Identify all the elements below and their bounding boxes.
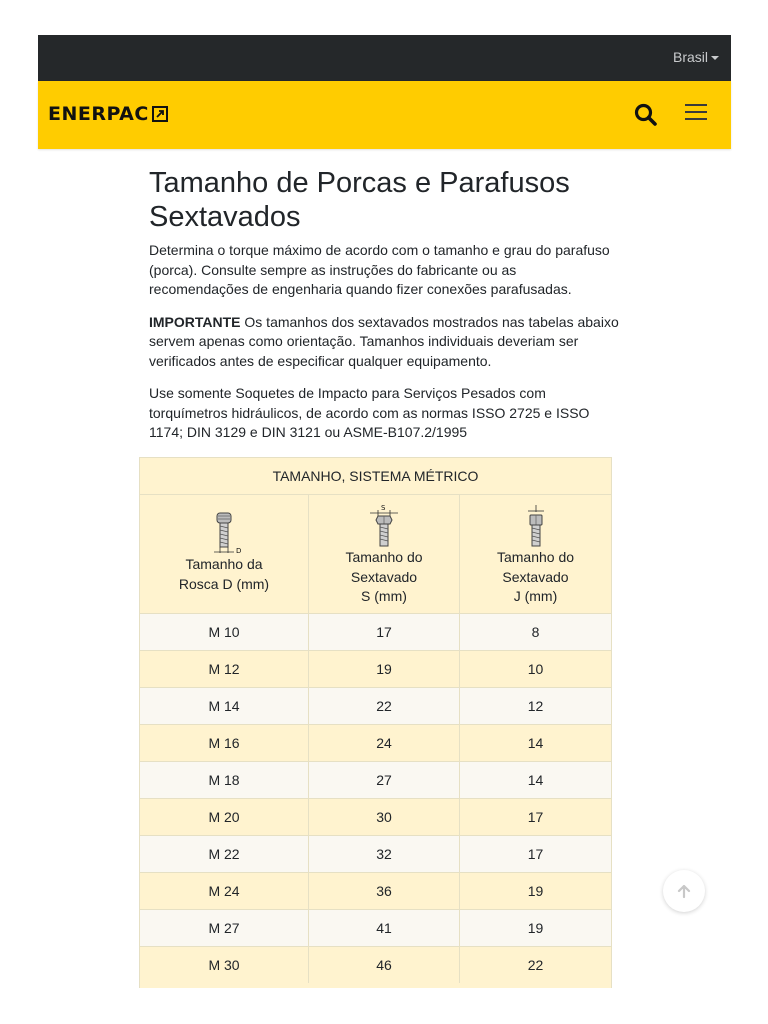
important-paragraph [149,313,619,372]
thread-size-cell: M 20 [140,799,309,836]
arrow-up-icon [676,883,692,899]
header-hex-s-line-3: S (mm) [361,588,407,604]
hex-j-cell: 14 [460,762,612,799]
thread-size-cell: M 22 [140,836,309,873]
menu-button[interactable] [683,101,709,125]
header-hex-j-line-2: Sextavado [502,568,569,585]
hex-s-cell: 46 [309,947,460,984]
standards-note: Use somente Soquetes de Impacto para Serviços Pesados com torquímetros hidráulicos, de acordo com as normas ISSO 2725 e ISSO 1174; DIN 3129 e DIN 3121 ou ASME-B107.2/1995 [149,385,590,440]
hex-s-cell: 24 [309,725,460,762]
region-selector[interactable] [673,49,719,65]
table-row [140,910,612,947]
table-row [140,725,612,762]
header-hex-s [309,495,460,614]
table-caption: TAMANHO, SISTEMA MÉTRICO [140,458,612,495]
hex-j-cell: 10 [460,651,612,688]
hex-s-cell: 19 [309,651,460,688]
table-row [140,688,612,725]
header-thread-line-2: Rosca D (mm) [178,575,270,592]
hex-s-cell: 36 [309,873,460,910]
bolt-hex-j-icon [518,504,554,548]
svg-text:S: S [381,504,386,512]
table-row [140,762,612,799]
header-thread-size [140,495,309,614]
table-continuation-edge [139,983,612,988]
thread-size-cell: M 27 [140,910,309,947]
region-label: Brasil [672,49,708,65]
enerpac-logo[interactable] [48,103,168,125]
header-hex-j-line-1: Tamanho do [496,549,575,565]
hex-s-cell: 22 [309,688,460,725]
important-text: Os tamanhos dos sextavados mostrados nas tabelas abaixo servem apenas como orientação. Tamanhos individuais deveriam ser verificados antes de especificar qualquer equipamento. [149,313,619,369]
table-row [140,947,612,984]
hex-j-cell: 8 [460,614,612,651]
main-navbar [38,81,731,149]
table-row [140,799,612,836]
hex-s-cell: 30 [309,799,460,836]
top-utility-bar [38,35,731,81]
hex-j-cell: 19 [460,873,612,910]
thread-size-cell: M 14 [140,688,309,725]
hex-s-cell: 41 [309,910,460,947]
hex-s-cell: 32 [309,836,460,873]
intro-paragraph: Determina o torque máximo de acordo com o tamanho e grau do parafuso (porca). Consulte sempre as instruções do fabricante ou as recomendações de engenharia quando fizer conexões parafusadas. [149,242,610,297]
hex-j-cell: 12 [460,688,612,725]
hex-j-cell: 17 [460,836,612,873]
svg-text:D: D [236,547,242,555]
important-label: IMPORTANTE [149,313,241,330]
scroll-to-top-button[interactable] [663,870,705,912]
thread-size-cell: M 12 [140,651,309,688]
table-row [140,651,612,688]
bolt-hex-s-icon [366,504,402,548]
table-header-row [140,495,612,614]
metric-size-table [139,457,612,984]
hamburger-menu-icon [683,101,709,125]
hex-j-cell: 17 [460,799,612,836]
page-title: Tamanho de Porcas e Parafusos Sextavados [149,167,570,233]
hex-j-cell: 22 [460,947,612,984]
thread-size-cell: M 10 [140,614,309,651]
header-hex-s-line-2: Sextavado [350,568,418,585]
thread-size-cell: M 18 [140,762,309,799]
search-icon [632,101,660,129]
header-hex-s-line-1: Tamanho do [345,549,423,565]
hex-s-cell: 17 [309,614,460,651]
table-row [140,873,612,910]
header-hex-j-line-3: J (mm) [513,588,558,604]
hex-j-cell: 14 [460,725,612,762]
logo-text: ENERPAC [48,103,149,125]
hex-j-cell: 19 [460,910,612,947]
hex-s-cell: 27 [309,762,460,799]
article-content [149,166,619,443]
external-link-box-icon [152,106,168,122]
table-row [140,836,612,873]
thread-size-cell: M 16 [140,725,309,762]
thread-size-cell: M 24 [140,873,309,910]
caret-down-icon [711,56,719,60]
search-button[interactable] [632,101,660,129]
bolt-thread-d-icon [206,511,242,555]
table-row [140,614,612,651]
header-thread-line-1: Tamanho da [185,556,263,572]
thread-size-cell: M 30 [140,947,309,984]
header-hex-j [460,495,612,614]
